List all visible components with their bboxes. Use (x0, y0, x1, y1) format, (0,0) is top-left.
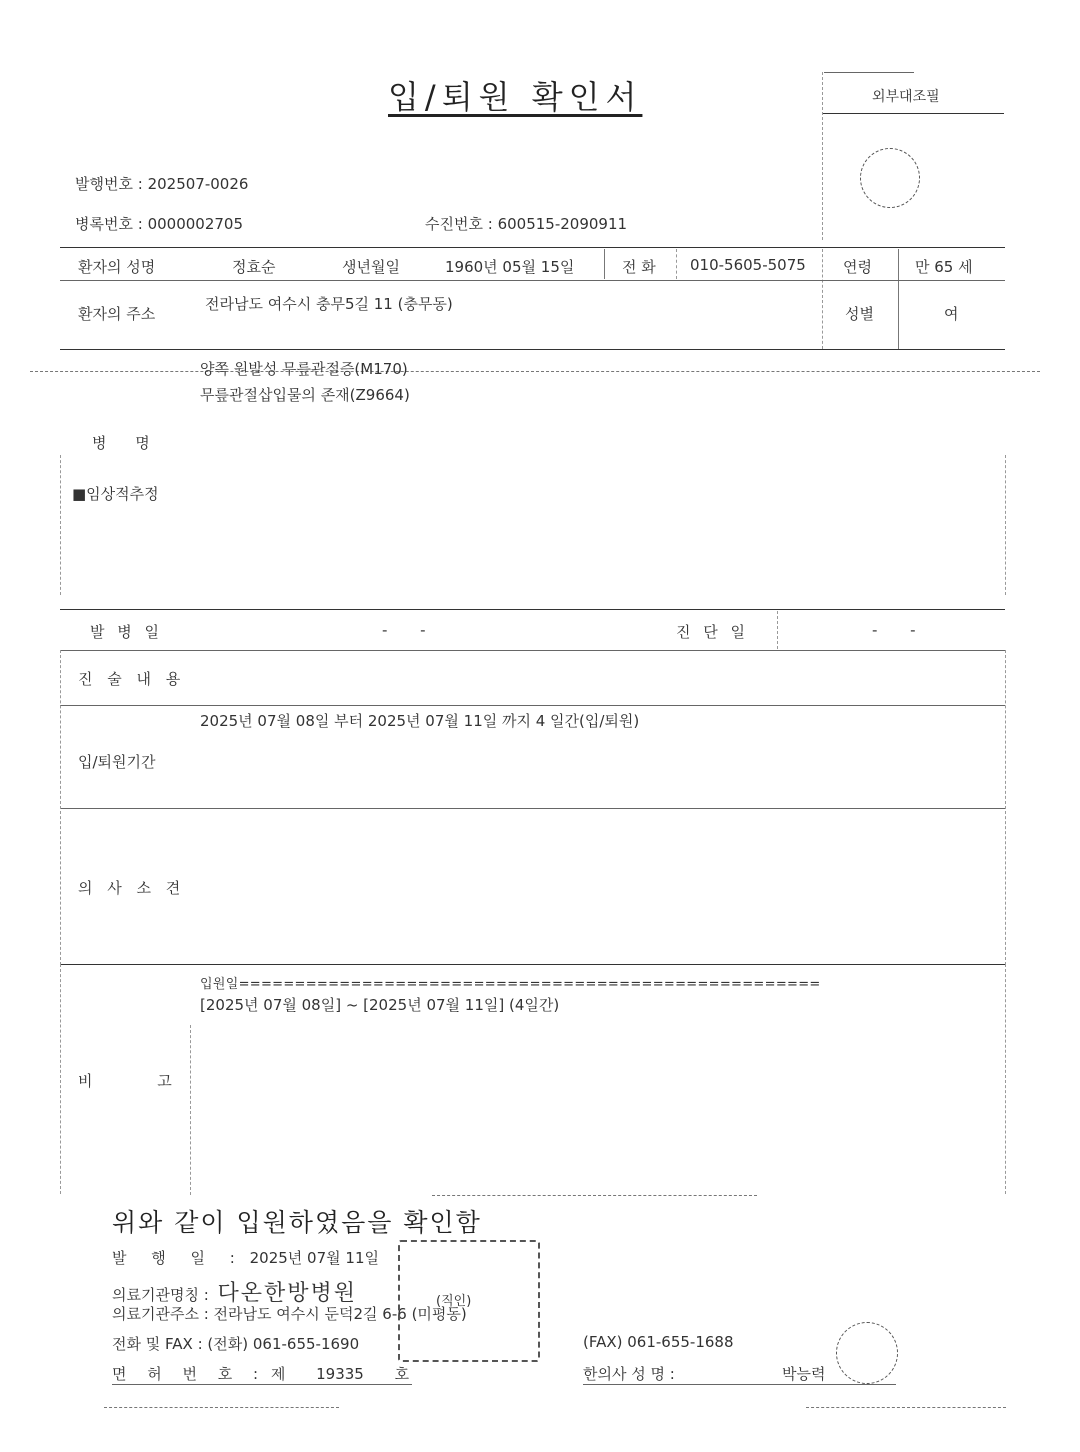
clinical-estimate-note: ■임상적추정 (72, 485, 159, 503)
issue-number-label: 발행번호 : (75, 175, 143, 193)
diagnosis-line2: 무릎관절삽입물의 존재(Z9664) (200, 386, 410, 404)
middle-left-border (60, 650, 61, 965)
confirmation-statement: 위와 같이 입원하였음을 확인함 (112, 1208, 482, 1237)
remarks-line1: 입원일==================================================== (200, 977, 821, 992)
license-row (112, 1363, 409, 1384)
footer-bottom-right-line (806, 1407, 1006, 1408)
institution-value: 다온한방병원 (217, 1281, 358, 1306)
period-label: 입/퇴원기간 (78, 753, 156, 771)
diagnosis-right-border (1005, 455, 1006, 595)
table-top-line (60, 247, 1005, 248)
phone-value: 010-5605-5075 (690, 256, 806, 274)
diagnosis-left-border (60, 455, 61, 595)
patient-name-value: 정효순 (232, 258, 276, 276)
remarks-label: 비 고 (78, 1072, 172, 1090)
remarks-right-border (1005, 964, 1006, 1194)
license-value: 제 19335 호 (270, 1365, 410, 1383)
diagnosis-label: 병 명 (92, 434, 162, 452)
tel-label: 전화 및 FAX : (112, 1335, 203, 1353)
age-value: 만 65 세 (915, 258, 973, 276)
middle-right-border (1005, 650, 1006, 965)
period-value: 2025년 07월 08일 부터 2025년 07월 11일 까지 4 일간(입/퇴원) (200, 712, 640, 730)
phone-label: 전 화 (622, 258, 656, 276)
treatment-label: 진 술 내 용 (78, 670, 186, 688)
patient-name-label: 환자의 성명 (78, 258, 156, 276)
phone-divider (604, 249, 605, 279)
receipt-number-value: 600515-2090911 (497, 215, 628, 233)
top-right-line (824, 72, 914, 73)
institution-address-label: 의료기관주소 : (112, 1305, 209, 1323)
onset-value: - - (382, 621, 440, 639)
issue-date-value: 2025년 07월 11일 (249, 1249, 379, 1267)
period-bottom-line (60, 808, 1005, 809)
doctor-value: 박능력 (782, 1365, 826, 1383)
address-value: 전라남도 여수시 충무5길 11 (충무동) (205, 295, 453, 313)
receipt-number-row (425, 213, 627, 234)
stamp-label: (직인) (436, 1294, 472, 1309)
top-right-underline (822, 113, 1004, 114)
footer-bottom-left-line (104, 1407, 339, 1408)
age-divider (822, 249, 823, 349)
diag-date-divider (777, 611, 778, 649)
sex-value: 여 (944, 305, 959, 323)
verification-mark: 외부대조필 (872, 89, 940, 105)
diag-date-label: 진 단 일 (676, 623, 750, 641)
issue-number-value: 202507-0026 (147, 175, 249, 193)
doctor-underline (583, 1384, 896, 1385)
birth-label: 생년월일 (342, 258, 400, 276)
onset-bottom-line (60, 650, 1005, 651)
treatment-bottom-line (60, 705, 1005, 706)
top-right-divider (822, 72, 823, 240)
top-seal-icon (860, 148, 920, 208)
address-label: 환자의 주소 (78, 305, 156, 323)
receipt-number-label: 수진번호 : (425, 215, 493, 233)
institution-label: 의료기관명칭 : (112, 1286, 209, 1304)
tel-row (112, 1333, 359, 1354)
issue-date-label: 발 행 일 : (112, 1249, 245, 1267)
birth-value: 1960년 05월 15일 (445, 258, 575, 276)
remarks-left-border (60, 964, 61, 1194)
onset-top-line (60, 609, 1005, 610)
remarks-line2: [2025년 07월 08일] ~ [2025년 07월 11일] (4일간) (200, 996, 560, 1014)
fax-value: (FAX) 061-655-1688 (583, 1333, 734, 1351)
table-row1-line (60, 280, 1005, 281)
diag-date-value: - - (872, 621, 930, 639)
diagnosis-top-line (30, 371, 1040, 372)
license-label: 면 허 번 호 : (112, 1365, 267, 1383)
opinion-label: 의 사 소 견 (78, 879, 186, 897)
institution-address-value: 전라남도 여수시 둔덕2길 6-6 (미평동) (213, 1305, 467, 1323)
opinion-bottom-line (60, 964, 1005, 965)
age-label: 연령 (843, 258, 872, 276)
tel-value: (전화) 061-655-1690 (207, 1335, 360, 1353)
sex-label: 성별 (845, 305, 874, 323)
license-underline (112, 1384, 412, 1385)
document-title: 입/퇴원 확인서 (388, 78, 643, 116)
chart-number-label: 병록번호 : (75, 215, 143, 233)
chart-number-row (75, 213, 243, 234)
remarks-divider (190, 1025, 191, 1195)
age-value-divider (898, 249, 899, 349)
issue-number-row (75, 173, 248, 194)
issue-date-row (112, 1247, 379, 1268)
diagnosis-line1: 양쪽 원발성 무릎관절증(M170) (200, 360, 408, 378)
doctor-seal-icon (836, 1322, 898, 1384)
doctor-label: 한의사 성 명 : (583, 1365, 675, 1383)
table-row2-line (60, 349, 1005, 350)
phone-value-divider (676, 249, 677, 279)
onset-label: 발 병 일 (90, 623, 164, 641)
chart-number-value: 0000002705 (147, 215, 244, 233)
remarks-bottom-line (432, 1195, 757, 1196)
